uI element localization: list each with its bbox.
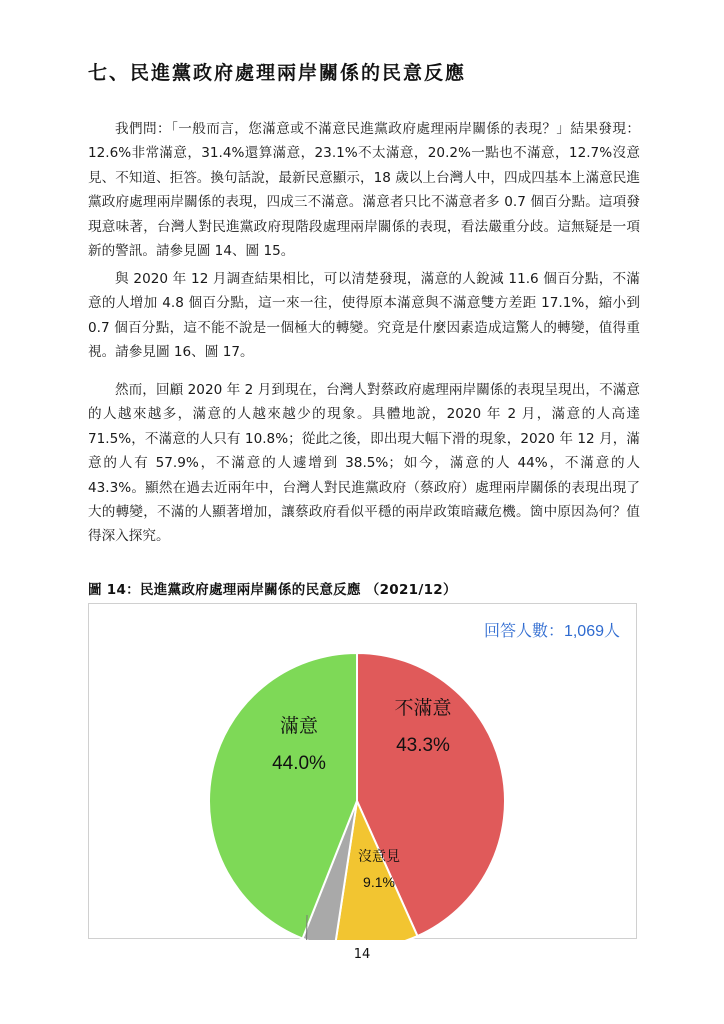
slice-value-1: 43.3% <box>396 735 450 756</box>
paragraph-2: 與 2020 年 12 月調查結果相比，可以清楚發現，滿意的人銳減 11.6 個百分點，不滿意的人增加 4.8 個百分點，這一來一往，使得原本滿意與不滿意雙方差距 17.1%，縮小到 0.7 個百分點，這不能不說是一個極大的轉變。究竟是什麼因素造成這驚人的轉變，值得重視。請參見圖 16、圖 17。 <box>88 271 640 361</box>
figure-caption: 圖 14：民進黨政府處理兩岸關係的民意反應 （2021/12） <box>88 582 457 598</box>
section-title: 七、民進黨政府處理兩岸關係的民意反應 <box>88 62 467 84</box>
slice-value-4: 44.0% <box>272 753 326 774</box>
slice-label-4: 滿意 <box>279 716 319 737</box>
paragraph-3: 然而，回顧 2020 年 2 月到現在，台灣人對蔡政府處理兩岸關係的表現呈現出，不滿意的人越來越多，滿意的人越來越少的現象。具體地說，2020 年 2 月，滿意的人高達 71.5%，不滿意的人只有 10.8%；從此之後，即出現大幅下滑的現象，2020 年 12 月，滿意的人有 57.9%，不滿意的人遽增到 38.5%；如今，滿意的人 44%，不滿意的人 43.3%。顯然在過去近兩年中，台灣人對民進黨政府（蔡政府）處理兩岸關係的表現出現了大的轉變，不滿的人顯著增加，讓蔡政府看似平穩的兩岸政策暗藏危機。箇中原因為何？值得深入探究。 <box>88 382 640 545</box>
pie-slices <box>209 653 505 940</box>
slice-value-2: 9.1% <box>363 874 395 890</box>
respondents-label: 回答人數：1,069人 <box>483 623 620 640</box>
pie-chart-frame <box>88 603 637 939</box>
slice-label-2: 沒意見 <box>358 848 400 864</box>
pie-chart <box>89 604 638 940</box>
page-number: 14 <box>353 947 371 962</box>
slice-label-1: 不滿意 <box>394 698 452 719</box>
paragraph-1: 我們問：「一般而言，您滿意或不滿意民進黨政府處理兩岸關係的表現？」結果發現：12.6%非常滿意，31.4%還算滿意，23.1%不太滿意，20.2%一點也不滿意，12.7%沒意見、不知道、拒答。換句話說，最新民意顯示，18 歲以上台灣人中，四成四基本上滿意民進黨政府處理兩岸關係的表現，四成三不滿意。滿意者只比不滿意者多 0.7 個百分點。這項發現意味著，台灣人對民進黨政府現階段處理兩岸關係的表現，看法嚴重分歧。這無疑是一項新的警訊。請參見圖 14、圖 15。 <box>88 121 640 260</box>
